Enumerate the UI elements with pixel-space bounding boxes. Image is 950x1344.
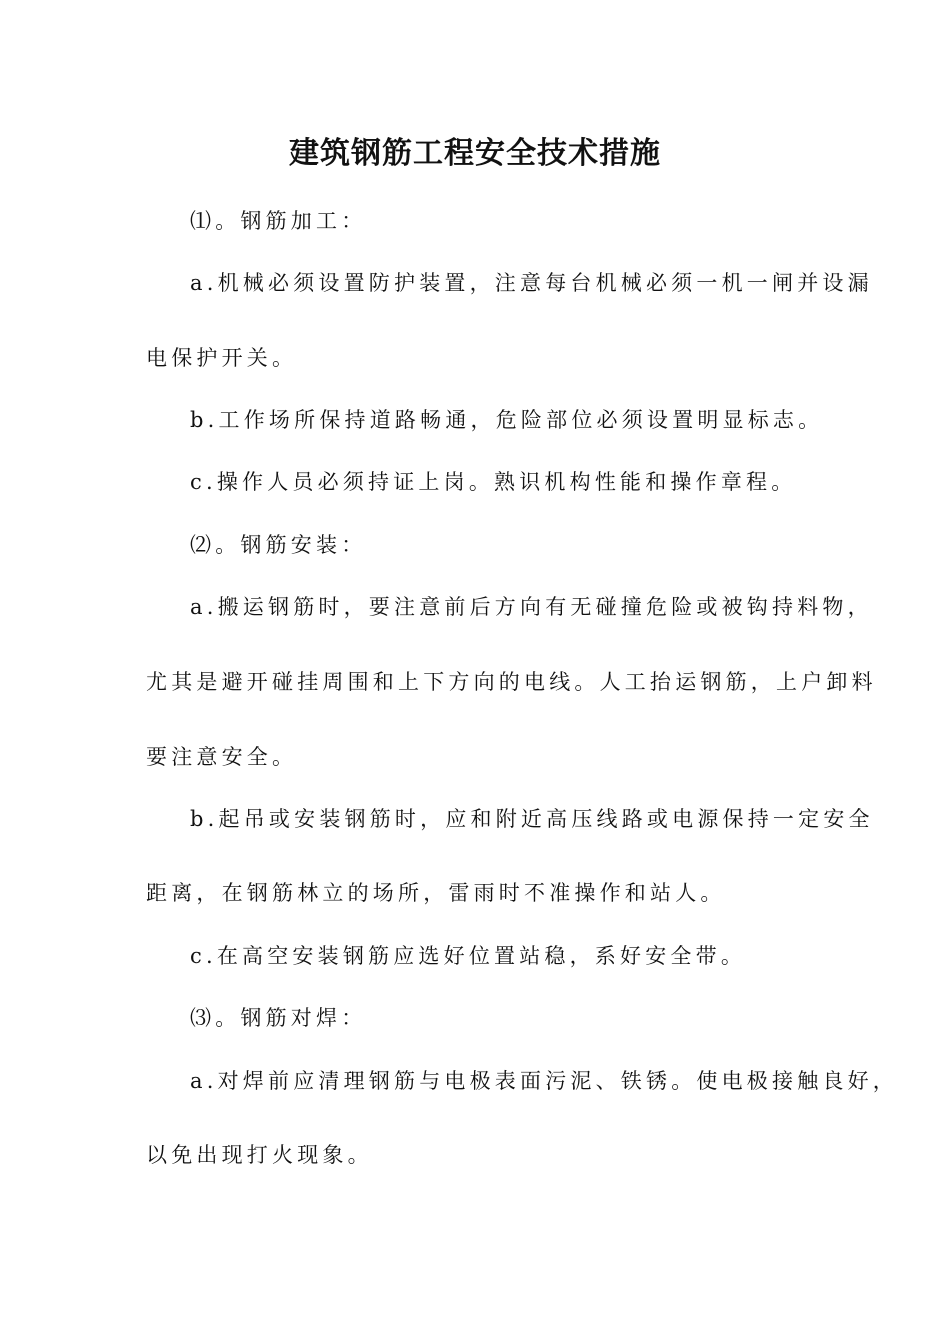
paragraph-line: c.在高空安装钢筋应选好位置站稳，系好安全带。 (190, 944, 747, 968)
paragraph-line: b.工作场所保持道路畅通，危险部位必须设置明显标志。 (190, 408, 824, 432)
paragraph-line: 尤其是避开碰挂周围和上下方向的电线。人工抬运钢筋，上户卸料 (146, 670, 877, 694)
paragraph-line: 要注意安全。 (146, 745, 298, 769)
paragraph-line: c.操作人员必须持证上岗。熟识机构性能和操作章程。 (190, 470, 797, 494)
section-heading-2: ⑵。钢筋安装： (190, 533, 367, 557)
paragraph-line: 以免出现打火现象。 (146, 1143, 373, 1167)
section-heading-1: ⑴。钢筋加工： (190, 209, 367, 233)
paragraph-line: b.起吊或安装钢筋时，应和附近高压线路或电源保持一定安全 (190, 807, 874, 831)
paragraph-line: 距离，在钢筋林立的场所，雷雨时不准操作和站人。 (146, 881, 726, 905)
document-title: 建筑钢筋工程安全技术措施 (289, 136, 661, 171)
paragraph-line: a.对焊前应清理钢筋与电极表面污泥、铁锈。使电极接触良好， (190, 1069, 898, 1093)
paragraph-line: 电保护开关。 (146, 346, 298, 370)
section-heading-3: ⑶。钢筋对焊： (190, 1006, 367, 1030)
paragraph-line: a.机械必须设置防护装置，注意每台机械必须一机一闸并设漏 (190, 271, 873, 295)
paragraph-line: a.搬运钢筋时，要注意前后方向有无碰撞危险或被钩持料物， (190, 595, 873, 619)
